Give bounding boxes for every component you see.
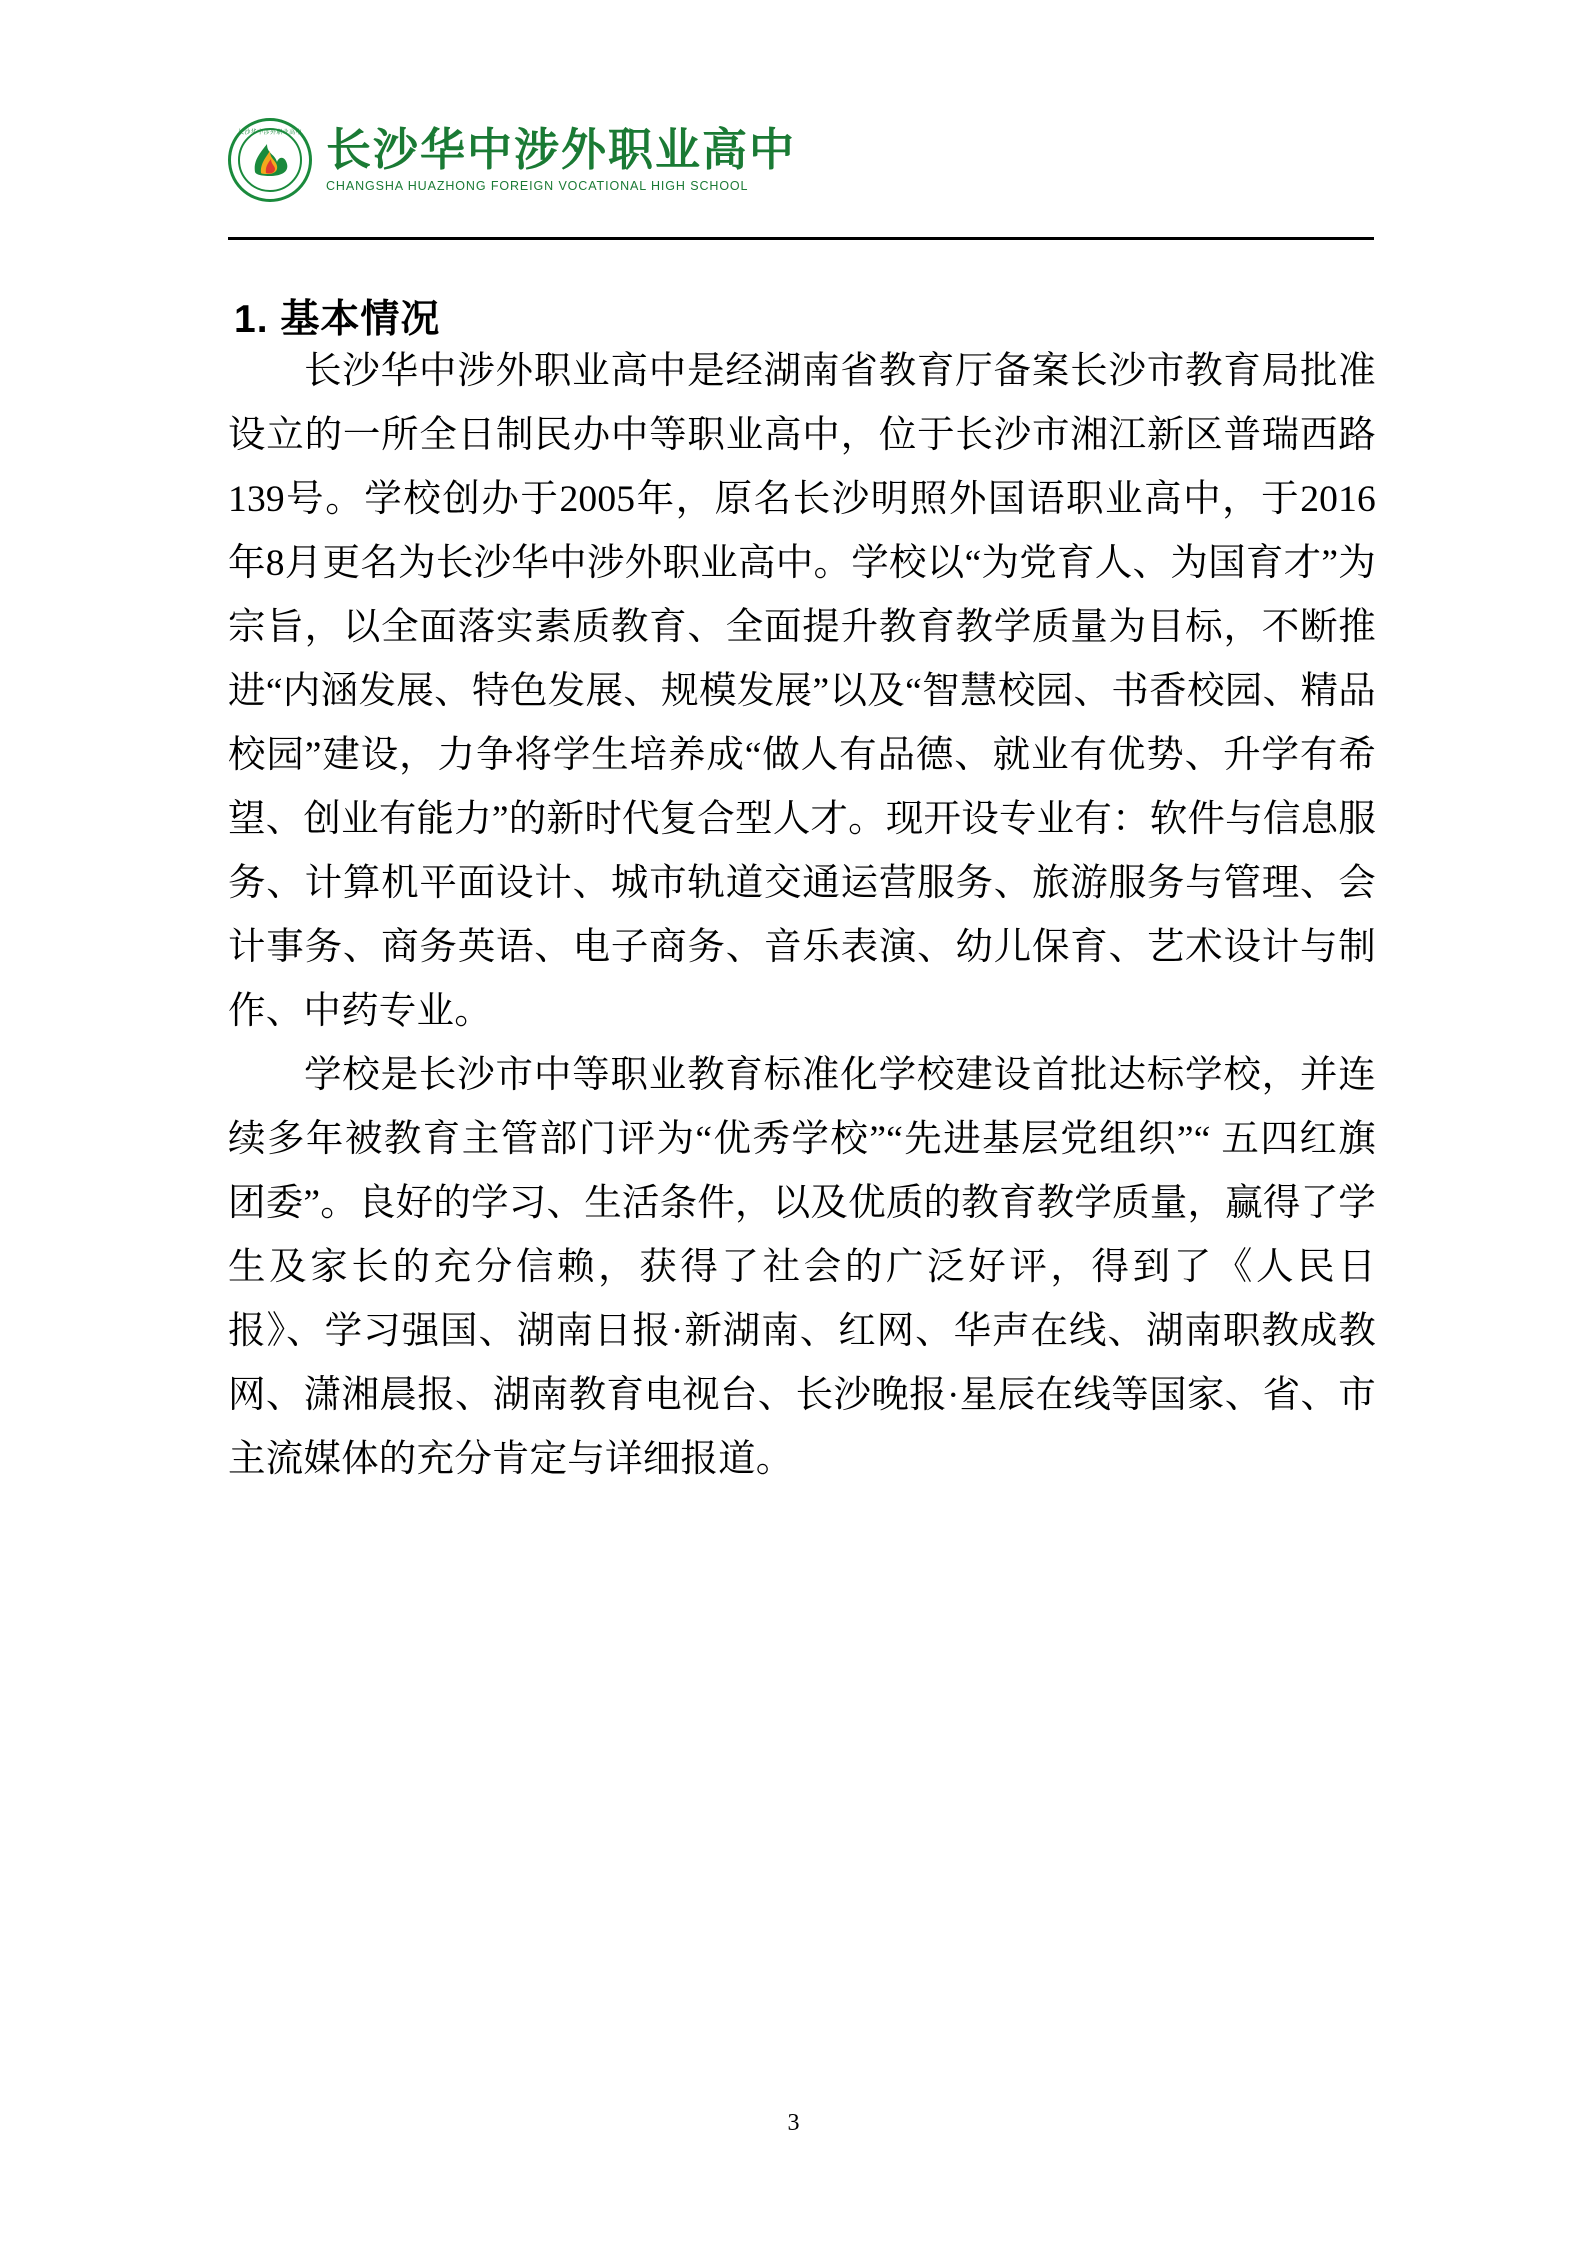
paragraph: 长沙华中涉外职业高中是经湖南省教育厅备案长沙市教育局批准设立的一所全日制民办中等职业高中，位于长沙市湘江新区普瑞西路139号。学校创办于2005年，原名长沙明照外国语职业高中，于2016年8月更名为长沙华中涉外职业高中。学校以“为党育人、为国育才”为宗旨，以全面落实素质教育、全面提升教育教学质量为目标，不断推进“内涵发展、特色发展、规模发展”以及“智慧校园、书香校园、精品校园”建设，力争将学生培养成“做人有品德、就业有优势、升学有希望、创业有能力”的新时代复合型人才。现开设专业有：软件与信息服务、计算机平面设计、城市轨道交通运营服务、旅游服务与管理、会计事务、商务英语、电子商务、音乐表演、幼儿保育、艺术设计与制作、中药专业。 (228, 351, 1376, 1032)
school-name-en: CHANGSHA HUAZHONG FOREIGN VOCATIONAL HIGH SCHOOL (326, 179, 749, 194)
school-name-block (326, 124, 797, 194)
school-logo (228, 112, 1373, 208)
emblem-arc-text: 长沙华中涉外职业高中 (237, 130, 302, 136)
school-emblem-icon (228, 118, 312, 202)
school-name-cn: 长沙华中涉外职业高中 (326, 124, 797, 175)
page-header (228, 112, 1373, 222)
emblem-flame-icon (247, 140, 293, 180)
paragraph: 学校是长沙市中等职业教育标准化学校建设首批达标学校，并连续多年被教育主管部门评为“优秀学校”“先进基层党组织”“ 五四红旗团委”。良好的学习、生活条件，以及优质的教育教学质量，赢得了学生及家长的充分信赖，获得了社会的广泛好评，得到了《人民日报》、学习强国、湖南日报·新湖南、红网、华声在线、湖南职教成教网、潇湘晨报、湖南教育电视台、长沙晚报·星辰在线等国家、省、市主流媒体的充分肯定与详细报道。 (228, 1055, 1376, 1480)
section-title: 1. 基本情况 (234, 298, 441, 342)
document-body (228, 340, 1376, 1492)
page-number: 3 (787, 2110, 800, 2136)
header-divider (228, 237, 1374, 240)
